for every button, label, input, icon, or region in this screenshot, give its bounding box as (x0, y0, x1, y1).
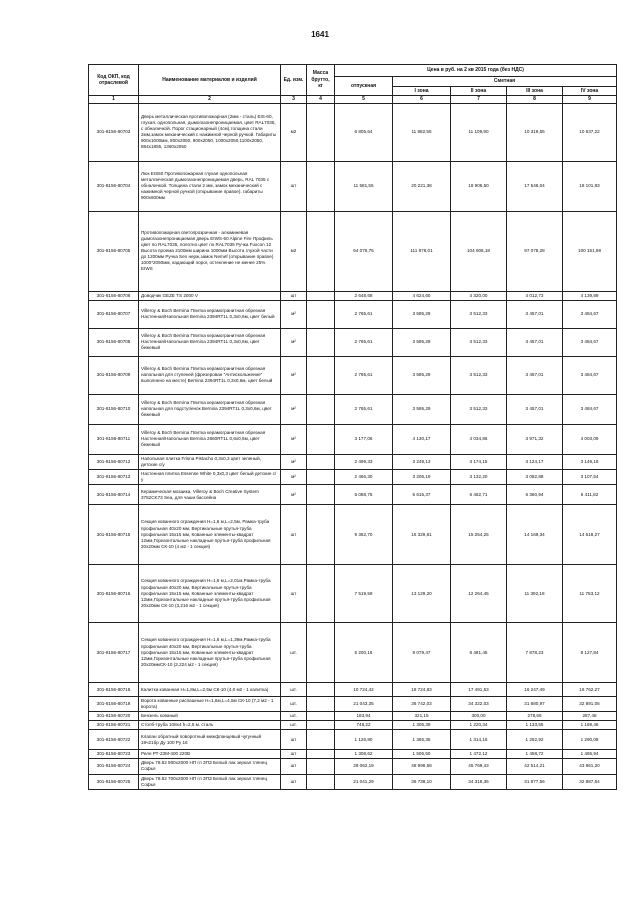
item-unit: шт. (281, 683, 307, 697)
price-zone-4: 1 465,94 (563, 750, 617, 759)
price-release: 9 362,70 (335, 505, 393, 565)
header-zone-4: IV зона (563, 86, 617, 96)
price-zone-2: 3 174,15 (451, 454, 507, 469)
header-code: Код ОКП, код отраслевой (89, 65, 139, 96)
item-name: Люк EIS60 Противопожарная глухая однопольная металлическая дымогазонепроницаемая дверь, RAL 7035 с обналичкой. Толщина стали 2 мм, замок механический с нажимной черной ручкой (открывание правое). габариты 900х600мм (139, 161, 281, 211)
price-zone-4: 1 169,46 (563, 721, 617, 730)
table-row (89, 300, 617, 328)
price-zone-1: 1 506,50 (393, 750, 451, 759)
item-unit: м² (281, 424, 307, 454)
price-zone-4: 287,48 (563, 712, 617, 721)
item-unit: м2 (281, 103, 307, 161)
item-mass (307, 454, 335, 469)
item-code: 301-8156-80715 (89, 505, 139, 565)
price-zone-4: 32 891,06 (563, 697, 617, 712)
price-zone-3: 1 262,92 (507, 730, 563, 750)
price-zone-2: 6 462,71 (451, 485, 507, 505)
price-release: 2 648,68 (335, 291, 393, 300)
item-mass (307, 730, 335, 750)
item-mass (307, 759, 335, 774)
price-release: 3 177,06 (335, 424, 393, 454)
price-zone-4: 8 127,84 (563, 623, 617, 683)
price-zone-2: 1 220,34 (451, 721, 507, 730)
item-mass (307, 750, 335, 759)
price-release: 2 765,61 (335, 356, 393, 394)
item-code: 301-8156-80714 (89, 485, 139, 505)
price-release: 2 499,33 (335, 454, 393, 469)
price-zone-1: 1 306,39 (393, 721, 451, 730)
item-code: 301-8156-80713 (89, 469, 139, 484)
item-mass (307, 697, 335, 712)
price-zone-4: 10 637,22 (563, 103, 617, 161)
price-zone-2: 300,00 (451, 712, 507, 721)
column-number: 3 (281, 96, 307, 104)
price-zone-1: 321,15 (393, 712, 451, 721)
item-name: Бензель кованый (139, 712, 281, 721)
item-code: 301-8156-80709 (89, 356, 139, 394)
price-zone-1: 3 595,29 (393, 356, 451, 394)
price-zone-3: 3 971,32 (507, 424, 563, 454)
item-mass (307, 623, 335, 683)
price-zone-4: 14 618,27 (563, 505, 617, 565)
item-unit: м² (281, 454, 307, 469)
price-zone-3: 10 319,55 (507, 103, 563, 161)
item-unit: м² (281, 485, 307, 505)
price-zone-2: 12 264,45 (451, 565, 507, 623)
price-zone-3: 3 457,01 (507, 300, 563, 328)
price-zone-4: 3 484,67 (563, 328, 617, 356)
item-mass (307, 683, 335, 697)
item-code: 301-8156-80719 (89, 697, 139, 712)
table-row (89, 712, 617, 721)
table-row (89, 697, 617, 712)
price-zone-1: 9 079,47 (393, 623, 451, 683)
item-name: Ворота кованные распашные H=1,6м,L=4,5м СК-10 (7,2 м2 - 1 ворота) (139, 697, 281, 712)
table-row (89, 730, 617, 750)
price-zone-2: 104 606,18 (451, 211, 507, 291)
table-row (89, 485, 617, 505)
price-zone-3: 97 078,28 (507, 211, 563, 291)
item-name: Керамическая мозаика, Villeroy & Boch Creative System 3752CK73 Sea, для чаши бассейна (139, 485, 281, 505)
item-mass (307, 211, 335, 291)
price-zone-2: 4 320,00 (451, 291, 507, 300)
table-row (89, 565, 617, 623)
item-code: 301-8156-80710 (89, 394, 139, 424)
price-zone-2: 4 034,86 (451, 424, 507, 454)
item-mass (307, 328, 335, 356)
price-release: 28 062,19 (335, 759, 393, 774)
column-number: 6 (393, 96, 451, 104)
item-name: Дверь 78.62 900х2000 НП гл ЗПЗ Белый лак зеркал глянец Софья (139, 759, 281, 774)
price-zone-1: 11 882,55 (393, 103, 451, 161)
item-code: 301-8156-80721 (89, 721, 139, 730)
item-unit: м² (281, 328, 307, 356)
item-code: 301-8156-80716 (89, 565, 139, 623)
price-zone-4: 4 003,09 (563, 424, 617, 454)
price-release: 748,22 (335, 721, 393, 730)
table-row (89, 356, 617, 394)
price-table (88, 64, 617, 790)
price-zone-1: 36 738,10 (393, 774, 451, 789)
item-name: Villeroy & Boch Bernina Плитка керамогранитная обрезная напольная для подступенок Bernina 2394RT1L 0,3x0,6м, цвет бежевый (139, 394, 281, 424)
price-zone-3: 42 514,21 (507, 759, 563, 774)
item-unit: шт (281, 774, 307, 789)
item-unit: шт. (281, 623, 307, 683)
price-zone-4: 6 411,82 (563, 485, 617, 505)
item-code: 301-8156-80706 (89, 291, 139, 300)
item-unit: м2 (281, 211, 307, 291)
item-name: Столб-труба 108х4 h=2,5 м. сталь (139, 721, 281, 730)
item-name: Реле РТ-23М-400 220В (139, 750, 281, 759)
page-number: 1641 (311, 30, 329, 39)
item-unit: шт (281, 161, 307, 211)
price-release: 2 765,61 (335, 328, 393, 356)
price-release: 7 519,59 (335, 565, 393, 623)
item-code: 301-8156-80707 (89, 300, 139, 328)
table-row (89, 623, 617, 683)
item-name: Напольная плитка Frisna Pistacho 0,3x0,3 цвет зеленый, детские с/у (139, 454, 281, 469)
item-mass (307, 424, 335, 454)
table-row (89, 328, 617, 356)
price-zone-3: 4 012,73 (507, 291, 563, 300)
price-zone-4: 43 861,20 (563, 759, 617, 774)
price-zone-1: 3 249,13 (393, 454, 451, 469)
item-mass (307, 505, 335, 565)
price-zone-3: 17 546,04 (507, 161, 563, 211)
price-zone-3: 31 877,56 (507, 774, 563, 789)
item-name: Дверь металлическая противопожарная (2мм - сталь) EIS-60, глухая, однопольная, дымогазонепроницаемая, цвет RAL7035, с обналичкой. Порог стационарный (4см),толщина стали 2мм,замок механический с нажимной черной ручкой. Габариты 900х1000мм, 800х2050, 900х2050, 1000х2050,1100х2050, 884х1855, 1360х2050 (139, 103, 281, 161)
price-zone-3: 11 392,18 (507, 565, 563, 623)
item-unit: м² (281, 300, 307, 328)
item-code: 301-8156-80718 (89, 683, 139, 697)
table-row (89, 774, 617, 789)
price-zone-1: 13 129,20 (393, 565, 451, 623)
column-number: 9 (563, 96, 617, 104)
price-zone-1: 4 130,17 (393, 424, 451, 454)
table-row (89, 505, 617, 565)
table-row (89, 683, 617, 697)
price-zone-3: 16 247,49 (507, 683, 563, 697)
item-name: Настенная плитка Essense White 0,3x0,3 цвет белый детские с/у (139, 469, 281, 484)
price-zone-1: 3 595,29 (393, 328, 451, 356)
price-zone-3: 14 169,34 (507, 505, 563, 565)
item-code: 301-8156-80703 (89, 103, 139, 161)
price-zone-3: 1 458,72 (507, 750, 563, 759)
header-release: отпускная (335, 77, 393, 96)
price-zone-4: 3 107,54 (563, 469, 617, 484)
price-release: 1 126,80 (335, 730, 393, 750)
price-zone-4: 3 484,67 (563, 394, 617, 424)
price-zone-2: 1 472,12 (451, 750, 507, 759)
price-zone-4: 16 762,27 (563, 683, 617, 697)
table-row (89, 454, 617, 469)
price-release: 5 200,16 (335, 623, 393, 683)
header-unit: Ед. изм. (281, 65, 307, 96)
price-zone-4: 100 151,98 (563, 211, 617, 291)
price-zone-4: 4 139,89 (563, 291, 617, 300)
price-zone-3: 3 082,88 (507, 469, 563, 484)
price-zone-3: 31 880,97 (507, 697, 563, 712)
item-code: 301-8156-80722 (89, 730, 139, 750)
price-zone-3: 6 360,94 (507, 485, 563, 505)
price-zone-2: 3 512,33 (451, 394, 507, 424)
item-mass (307, 721, 335, 730)
item-unit: шт (281, 759, 307, 774)
item-mass (307, 291, 335, 300)
price-release: 64 076,75 (335, 211, 393, 291)
table-row (89, 103, 617, 161)
price-zone-1: 18 724,83 (393, 683, 451, 697)
price-zone-2: 34 318,35 (451, 774, 507, 789)
item-mass (307, 103, 335, 161)
price-zone-1: 36 742,03 (393, 697, 451, 712)
price-release: 6 805,64 (335, 103, 393, 161)
item-unit: м² (281, 394, 307, 424)
price-zone-2: 15 254,25 (451, 505, 507, 565)
item-name: Секция кованного ограждения H=1,6 м,L=2,01м,Рамка-труба профильная 40х20 мм, Вертикальные прутья-труба профильная 15х15 мм, Кованные элементы-квадрат 12мм,Горизонтальные накладные прутья-труба профильная 20х20мм СК-10 (3,216 м2 - 1 секция) (139, 565, 281, 623)
price-zone-2: 8 481,45 (451, 623, 507, 683)
item-code: 301-8156-80717 (89, 623, 139, 683)
item-unit: шт. (281, 721, 307, 730)
item-code: 301-8156-80712 (89, 454, 139, 469)
price-zone-1: 3 595,29 (393, 300, 451, 328)
column-number: 5 (335, 96, 393, 104)
price-release: 10 724,42 (335, 683, 393, 697)
price-zone-1: 111 878,01 (393, 211, 451, 291)
item-code: 301-8156-80708 (89, 328, 139, 356)
table-row (89, 291, 617, 300)
price-zone-2: 17 491,53 (451, 683, 507, 697)
column-number-row (89, 96, 617, 104)
price-zone-4: 3 149,16 (563, 454, 617, 469)
header-zone-1: I зона (393, 86, 451, 96)
price-zone-3: 3 124,17 (507, 454, 563, 469)
price-zone-2: 3 512,33 (451, 356, 507, 394)
table-row (89, 750, 617, 759)
table-row (89, 394, 617, 424)
table-row (89, 424, 617, 454)
price-zone-1: 1 365,35 (393, 730, 451, 750)
item-unit: шт (281, 565, 307, 623)
table-body (89, 103, 617, 789)
price-zone-3: 3 457,01 (507, 328, 563, 356)
item-mass (307, 774, 335, 789)
item-mass (307, 394, 335, 424)
price-zone-2: 3 512,33 (451, 328, 507, 356)
price-zone-4: 3 484,67 (563, 356, 617, 394)
item-unit: шт. (281, 712, 307, 721)
price-zone-1: 16 329,81 (393, 505, 451, 565)
price-zone-2: 3 512,33 (451, 300, 507, 328)
price-release: 1 308,62 (335, 750, 393, 759)
item-mass (307, 565, 335, 623)
price-zone-1: 6 615,37 (393, 485, 451, 505)
item-name: Villeroy & Boch Bernina Плитка керамогранитная обрезная напольная для ступеней (фрезерован "Антискольжение" выполнено на месте) Bernina 2394RT1L 0,3x0,6м, цвет белый (139, 356, 281, 394)
price-zone-3: 7 878,23 (507, 623, 563, 683)
price-release: 21 043,35 (335, 697, 393, 712)
item-mass (307, 161, 335, 211)
price-zone-2: 1 314,16 (451, 730, 507, 750)
item-mass (307, 300, 335, 328)
item-name: Секция кованного ограждения H=1,6 м,L=1,39м,Рамка-труба профильная 40х20 мм, Вертикальные прутья-труба профильная 15х15 мм, Кованные элементы-квадрат 12мм,Горизонтальные накладные прутья-труба профильная 20х20ммСК-10 (2,224 м2 - 1 секция) (139, 623, 281, 683)
item-code: 301-8156-80723 (89, 750, 139, 759)
column-number: 2 (139, 96, 281, 104)
item-mass (307, 712, 335, 721)
price-zone-2: 11 109,90 (451, 103, 507, 161)
table-row (89, 721, 617, 730)
price-zone-4: 3 484,67 (563, 300, 617, 328)
table-row (89, 161, 617, 211)
price-zone-1: 3 595,29 (393, 394, 451, 424)
price-zone-1: 20 221,38 (393, 161, 451, 211)
header-mass: Масса брутто, кг (307, 65, 335, 96)
column-number: 7 (451, 96, 507, 104)
price-zone-2: 45 769,43 (451, 759, 507, 774)
price-zone-1: 48 998,58 (393, 759, 451, 774)
price-zone-2: 18 906,50 (451, 161, 507, 211)
table-row (89, 211, 617, 291)
item-name: Противопожарная светопрозрачная - алюминевая дымогазонепроницаемая дверь EIWS-60 Alpine Fire Профиль цвет по RAL7035, полотно цвет по RAL7035 Ручка Fuxcon 12 Высота проема 2100мм ширина 1000мм Высота глухой части до 1200мм Ручка Sen нерж,замок Nemef (открывание правое) 1000*2050мм, кадающий порог, остекление не менее 25% EIWS (139, 211, 281, 291)
item-mass (307, 485, 335, 505)
header-zone-2: II зона (451, 86, 507, 96)
price-zone-3: 278,66 (507, 712, 563, 721)
price-release: 183,94 (335, 712, 393, 721)
column-number: 8 (507, 96, 563, 104)
table-row (89, 469, 617, 484)
price-zone-2: 3 132,20 (451, 469, 507, 484)
header-zone-3: III зона (507, 86, 563, 96)
item-unit: шт (281, 730, 307, 750)
item-code: 301-8156-80705 (89, 211, 139, 291)
price-zone-3: 3 457,01 (507, 394, 563, 424)
item-code: 301-8156-80720 (89, 712, 139, 721)
price-zone-4: 18 101,93 (563, 161, 617, 211)
price-zone-4: 1 290,08 (563, 730, 617, 750)
item-name: Villeroy & Boch Bernina Плитка керамогранитная обрезная Настенная/Напольная Bernina 2394RT1L 0,3x0,6м, цвет белый (139, 300, 281, 328)
item-name: Villeroy & Boch Bernina Плитка керамогранитная обрезная Настенная/Напольная Bernina 2394RT1L 0,3x0,6м, цвет бежевый (139, 328, 281, 356)
item-code: 301-8156-80704 (89, 161, 139, 211)
table-header (89, 65, 617, 104)
column-number: 4 (307, 96, 335, 104)
item-name: Дверь 78.62 700х2000 НП гл ЗПЗ Белый лак зеркал глянец Софья (139, 774, 281, 789)
price-release: 5 088,75 (335, 485, 393, 505)
item-name: Клапан обратный поворотный межфланцевый чугунный 19ч21бр Ду 100 Ру 16 (139, 730, 281, 750)
item-unit: шт (281, 750, 307, 759)
item-code: 301-8156-80725 (89, 774, 139, 789)
item-code: 301-8156-80711 (89, 424, 139, 454)
column-number: 1 (89, 96, 139, 104)
price-zone-1: 3 206,19 (393, 469, 451, 484)
price-zone-2: 34 322,03 (451, 697, 507, 712)
item-unit: шт. (281, 697, 307, 712)
price-release: 2 466,30 (335, 469, 393, 484)
item-code: 301-8156-80724 (89, 759, 139, 774)
price-release: 2 765,61 (335, 300, 393, 328)
item-mass (307, 356, 335, 394)
price-zone-4: 11 753,12 (563, 565, 617, 623)
price-release: 21 041,29 (335, 774, 393, 789)
table-row (89, 759, 617, 774)
item-name: Доводчик GEZE TS 2000 V (139, 291, 281, 300)
price-release: 2 765,61 (335, 394, 393, 424)
price-zone-4: 32 887,54 (563, 774, 617, 789)
item-unit: м² (281, 356, 307, 394)
item-unit: м² (281, 469, 307, 484)
item-name: Секция кованного ограждения H=1,6 м,L=2,5м, Рамка-труба профильная 40х20 мм, Вертикальные прутья-труба профильная 15х15 мм, Кованные элементы-квадрат 12мм,Горизонтальные накладные прутья-труба профильная 20х20мм СК-10 (4 м2 - 1 секция) (139, 505, 281, 565)
item-mass (307, 469, 335, 484)
header-price-title: Цена в руб. на 2 кв 2015 года (без НДС) (335, 65, 617, 77)
item-unit: шт (281, 291, 307, 300)
header-estimate: Сметная (393, 77, 617, 87)
item-unit: шт (281, 505, 307, 565)
price-zone-3: 3 457,01 (507, 356, 563, 394)
item-name: Калитка кованная H=1,8м,L=2,5м СК-10 (4,0 м2 - 1 калитка) (139, 683, 281, 697)
price-zone-3: 1 133,55 (507, 721, 563, 730)
price-zone-1: 4 624,60 (393, 291, 451, 300)
header-name: Наименование материалов и изделий (139, 65, 281, 96)
price-release: 11 581,55 (335, 161, 393, 211)
item-name: Villeroy & Boch Bernina Плитка керамогранитная обрезная Настенная/Напольная Bernina 2660RT1L 0,6x0,6м, цвет бежевый (139, 424, 281, 454)
